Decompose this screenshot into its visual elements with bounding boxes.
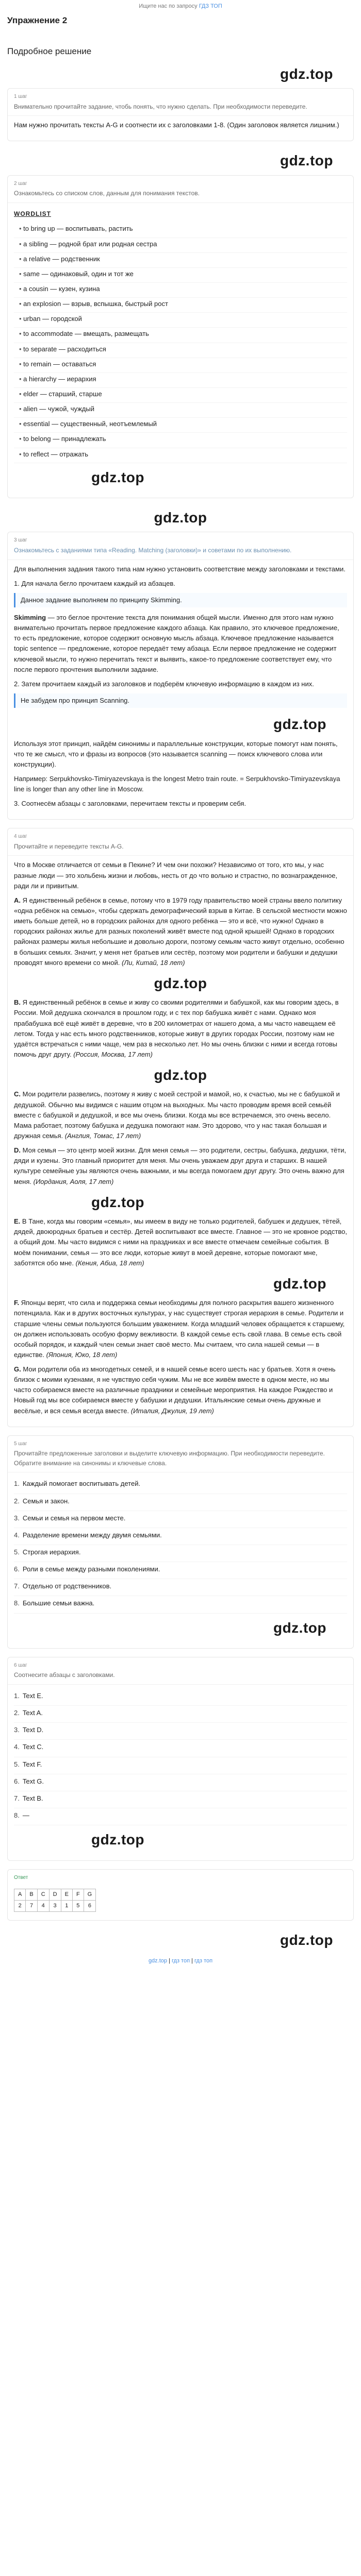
answer-item: 6. Text G. (14, 1774, 347, 1791)
watermark: gdz.top (280, 152, 333, 169)
step-task: Внимательно прочитайте задание, чтобь понять, что нужно сделать. При необходимости переведите. (8, 101, 353, 116)
step-label: 1 шаг (14, 94, 27, 100)
answer-number: 4 (37, 1901, 49, 1912)
watermark: gdz.top (280, 65, 333, 82)
banner-link[interactable]: ГДЗ ТОП (199, 3, 222, 9)
step-point: 3. Соотнесём абзацы с заголовками, перечитаем тексты и проверим себя. (14, 800, 247, 808)
answer-item: 1. Text E. (14, 1689, 347, 1706)
step-label: 2 шаг (14, 180, 27, 187)
answer-letter: F (72, 1889, 84, 1901)
step-intro: Что в Москве отличается от семьи в Пекине? И чем они похожи? Независимо от того, кто мы, у нас разные люди — это хольбень жизни и любовь, несть от до что вольно и страстно, по вознагражденное, ради ли и привитым. (14, 861, 338, 890)
footer (7, 1957, 354, 1965)
step-label: 6 шаг (14, 1662, 27, 1668)
answer-number: 5 (72, 1901, 84, 1912)
wordlist-item: • a hierarchy — иерархия (14, 373, 347, 388)
quote: Данное задание выполняем по принципу Skimming. (14, 593, 347, 607)
wordlist-item: • a sibling — родной брат или родная сестра (14, 238, 347, 253)
heading-item: 6. Роли в семье между разными поколениями. (14, 1562, 347, 1579)
step-label: 3 шаг (14, 537, 27, 544)
step-label: 5 шаг (14, 1440, 27, 1447)
answer-item: 3. Text D. (14, 1723, 347, 1740)
step-2-card (7, 175, 354, 498)
wordlist-item: • same — одинаковый, один и тот же (14, 268, 347, 283)
step-6-card (7, 1657, 354, 1861)
footer-link[interactable]: gdz.top (148, 1957, 168, 1964)
answer-number: 1 (61, 1901, 72, 1912)
section-title: Подробное решение (7, 46, 92, 57)
heading-item: 1. Каждый помогает воспитывать детей. (14, 1477, 347, 1494)
skimming-term: Skimming (14, 613, 46, 621)
text-paragraph: B. Я единственный ребёнок в семье и живу со своими родителями и бабушкой, как мы говорим здесь, в России. Мой дедушка скончался в прошлом году, и с тех пор бабушка живёт с нами. Однако моя прабабушка всё ещё живёт в деревне, что в 200 километрах от нашего дома, а мы часто навещаем её летом. Тогда у нас есть много родственников, которые живут в других городах России, поэтому нам не удаётся встречаться с ними чаще, чем раз в несколько лет. Но мы очень близки с ними и всегда готовы помочь друг другу. (Россия, Москва, 17 лет) (14, 998, 339, 1058)
step-text: Используя этот принцип, найдём синонимы и параллельные конструкции, которые помогут нам понять, что те же смысл, что и фразы из вопросов (это называется scanning — поиск ключевого слова или конструкции). (14, 739, 338, 768)
heading-item: 5. Строгая иерархия. (14, 1545, 347, 1562)
answer-item: 5. Text F. (14, 1757, 347, 1774)
watermark: gdz.top (273, 1275, 326, 1292)
wordlist (14, 223, 347, 463)
answer-number: 2 (14, 1901, 26, 1912)
watermark: gdz.top (280, 1932, 333, 1948)
heading-item: 8. Большие семьи важна. (14, 1596, 347, 1613)
wordlist-item: • to remain — оставаться (14, 358, 347, 373)
answer-item: 2. Text A. (14, 1706, 347, 1723)
step-task: Прочитайте предложенные заголовки и выделите ключевую информацию. При необходимости переведите. Обратите внимание на синонимы и ключевые слова. (8, 1448, 353, 1472)
answer-letter: D (49, 1889, 61, 1901)
step-4-card (7, 828, 354, 1427)
step-3-card (7, 532, 354, 820)
quote: Не забудем про принцип Scanning. (14, 693, 347, 708)
answer-letter: C (37, 1889, 49, 1901)
watermark: gdz.top (154, 1067, 207, 1083)
wordlist-item: • alien — чужой, чуждый (14, 403, 347, 418)
footer-link[interactable]: гдз топ (194, 1957, 213, 1964)
wordlist-item: • a relative — родственник (14, 253, 347, 268)
step-intro: Для выполнения задания такого типа нам нужно установить соответствие между заголовками и текстами. (14, 565, 346, 573)
step-task: Ознакомьтесь с заданиями типа «Reading. Matching (заголовки)» и советами по их выполнению. (8, 545, 353, 560)
watermark: gdz.top (91, 1194, 145, 1210)
answer-letter: A (14, 1889, 26, 1901)
heading-item: 3. Семьи и семья на первом месте. (14, 1511, 347, 1528)
wordlist-item: • essential — существенный, неотъемлемый (14, 418, 347, 433)
wordlist-item: • to accommodate — вмещать, размещать (14, 328, 347, 343)
top-banner (7, 0, 354, 14)
wordlist-item: • urban — городской (14, 313, 347, 328)
watermark: gdz.top (273, 716, 326, 733)
footer-link[interactable]: гдз топ (172, 1957, 190, 1964)
wordlist-item: • to bring up — воспитывать, растить (14, 223, 347, 238)
answer-item: 7. Text B. (14, 1791, 347, 1808)
answer-number: 7 (26, 1901, 37, 1912)
wordlist-item: • elder — старший, старше (14, 388, 347, 403)
answer-letter: G (84, 1889, 96, 1901)
answer-item: 8. — (14, 1808, 347, 1825)
watermark: gdz.top (91, 469, 145, 485)
watermark: gdz.top (273, 1619, 326, 1636)
step-point: 2. Затем прочитаем каждый из заголовков и подберём ключевую информацию в каждом из них. (14, 680, 314, 688)
wordlist-item: • to separate — расходиться (14, 343, 347, 358)
answer-letter: B (26, 1889, 37, 1901)
footer-sep: | (167, 1957, 172, 1964)
wordlist-item: • to belong — принадлежать (14, 433, 347, 448)
step-1-card (7, 88, 354, 141)
text-paragraph: D. Моя семья — это центр моей жизни. Для меня семья — это родители, сестры, бабушка, дедушки, тёти, дяди и кузены. Это главный приоритет для меня. Мы очень уважаем друг друга и старших. В нашей культуре семейные узы являются очень важными, и мы всегда помогаем друг другу. Это очень важно для меня. (Иордания, Аоля, 17 лет) (14, 1146, 347, 1185)
step-text: Нам нужно прочитать тексты A-G и соотнести их с заголовками 1-8. (Один заголовок является лишним.) (14, 121, 339, 129)
watermark: gdz.top (154, 510, 207, 526)
step-label: 4 шаг (14, 834, 27, 840)
headings-list (14, 1477, 347, 1613)
step-task: Соотнесите абзацы с заголовками. (8, 1669, 353, 1685)
footer-sep: | (190, 1957, 195, 1964)
text-paragraph: A. Я единственный ребёнок в семье, потому что в 1979 году правительство моей страны ввело политику «одна ребёнок на семью», чтобы сдержать демографический взрыв в Китае. В сельской местности можно иметь больше детей, но в городских районах для одного ребёнка — это и всё, что нужно! Однако в городских районах жилье для разных поколений живёт вместе под одной крышей! Однако в городских районах размеры жилья небольшие и довольно дороги, поэтому семьям часто живут отдельно, особенно в больших семьях. Значит, у меня нет братьев или сестёр, поэтому мои родители и бабушки и дедушки проводят много времени со мной. (Ли, Китай, 18 лет) (14, 896, 347, 967)
wordlist-item: • a cousin — кузен, кузина (14, 283, 347, 298)
watermark: gdz.top (154, 975, 207, 991)
page-title: Упражнение 2 (7, 15, 68, 26)
answer-table (14, 1889, 96, 1912)
answers-list (14, 1689, 347, 1825)
step-5-card (7, 1435, 354, 1649)
step-task: Прочитайте и переведите тексты A-G. (8, 841, 353, 856)
answer-item: 4. Text C. (14, 1740, 347, 1757)
answer-card (7, 1869, 354, 1921)
answer-letter: E (61, 1889, 72, 1901)
text-paragraph: C. Мои родители развелись, поэтому я живу с моей сестрой и мамой, но, к счастью, мы не с бабушкой и дедушкой. Обычно мы видимся с нашим отцом на выходных. Мы часто проводим время всей семьёй вместе с бабушкой и дедушкой, и все мы очень близки. Когда мы все встречаемся, это очень весело. Мама работает, поэтому бабушка и дедушка помогают нам. Это здорово, что у нас такая большая и дружная семья. (Англия, Томас, 17 лет) (14, 1090, 340, 1140)
skimming-text: — это беглое прочтение текста для понимания общей мысли. Именно для этого нам нужно внимательно прочитать первое предложение каждого абзаца. Как правило, это ключевое предложение, то есть предложение, которое содержит основную мысль абзаца. Ключевое предложение называется topic sentence — предложение, которое передаёт тему абзаца. Если первое предложение не содержит ключевой мысли, то нужно перечитать текст и выявить, какое-то предложение соответствует ему, что после первого прочтения выполнили задание. (14, 613, 339, 673)
banner-prefix: Ищите нас по запросу (139, 3, 198, 9)
watermark: gdz.top (91, 1832, 145, 1848)
heading-item: 7. Отдельно от родственников. (14, 1579, 347, 1596)
answer-number: 6 (84, 1901, 96, 1912)
skimming-paragraph (14, 613, 347, 675)
text-paragraph: E. В Тане, когда мы говорим «семья», мы имеем в виду не только родителей, бабушек и дедушек, тётей, дядей, двоюродных братьев и сестёр. Детей воспитывают все вместе. Главное — это не кровное родство, а общий дом. Мы часто видимся с ними на праздниках и все вместе отмечаем семейные события. В моём понимании, семья — это все люди, которые живут в моей деревне, которые помогают мне, заботятся обо мне. (Кения, Абиа, 18 лет) (14, 1217, 347, 1267)
text-paragraph: G. Мои родители оба из многодетных семей, и в нашей семье всего шесть нас у братьев. Хотя я очень близок с моими кузенами, я не чувствую себя чужим. Мы не все живём вместе в одном месте, но мы часто собираемся вместе на различные праздники и семейные мероприятия. На каждое Рождество и Новый год мы все собираемся вместе у бабушки и дедушки. Итальянские семьи очень дружные и весёлые, и вся семья всегда вместе. (Италия, Джулия, 19 лет) (14, 1365, 336, 1415)
text-paragraph: F. Японцы верят, что сила и поддержка семьи необходимы для полного раскрытия вашего жизненного потенциала. Как и в других восточных культурах, у нас существует строгая иерархия в семье. Родители и старшие члены семьи пользуются большим уважением. Когда младший человек обращается к старшему, он должен использовать особую форму вежливости. В каждой семье есть свой глава. В семье есть свой особый порядок, и каждый член семьи знает своё место. Мы считаем, что сила нашей семьи — в единстве. (Япония, Юко, 18 лет) (14, 1299, 345, 1359)
wordlist-item: • to reflect — отражать (14, 448, 347, 463)
wordlist-item: • an explosion — взрыв, вспышка, быстрый рост (14, 298, 347, 313)
heading-item: 2. Семья и закон. (14, 1494, 347, 1511)
wordlist-title: WORDLIST (14, 210, 51, 217)
answer-label: Ответ (14, 1874, 28, 1880)
step-point: 1. Для начала бегло прочитаем каждый из абзацев. (14, 579, 175, 587)
step-example: Например: Serpukhovsko-Timiryazevskaya is the longest Metro train route. = Serpukhovsko-Timiryazevskaya line is longer than any other line in Moscow. (14, 774, 340, 793)
heading-item: 4. Разделение времени между двумя семьями. (14, 1528, 347, 1545)
step-task: Ознакомьтесь со списком слов, данным для понимания текстов. (8, 188, 353, 203)
answer-number: 3 (49, 1901, 61, 1912)
